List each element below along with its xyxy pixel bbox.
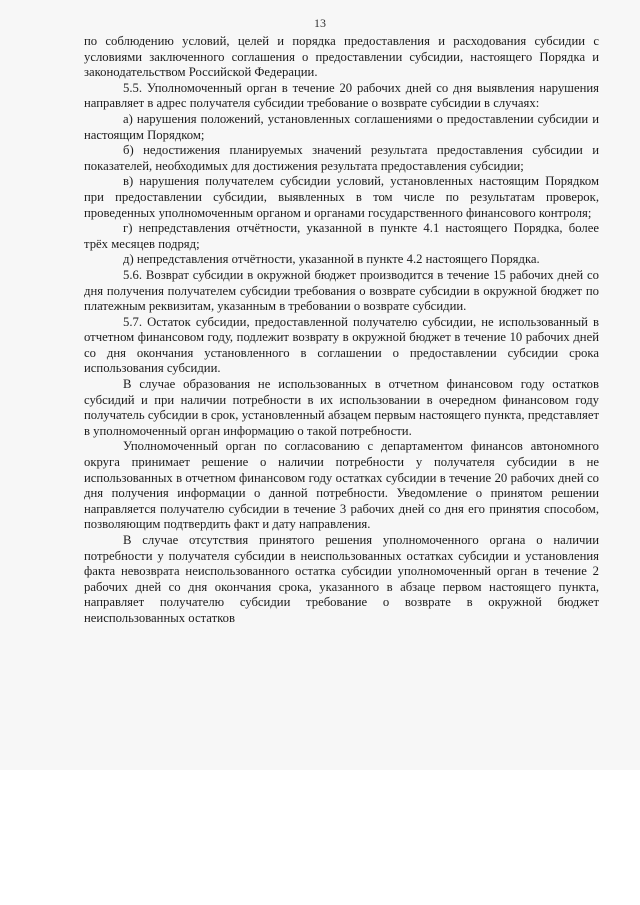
paragraph-continuation: по соблюдению условий, целей и порядка предоставления и расходования субсидии с условиями заключенного соглашения о предоставлении субсидии, настоящего Порядка и законодательством Российской Федерации. bbox=[84, 34, 599, 80]
paragraph-unused-balance: В случае образования не использованных в отчетном финансовом году остатков субсидий и при наличии потребности в их использовании в очередном финансовом году получатель субсидии в срок, установленный абзацем первым настоящего пункта, представляет в уполномоченный орган информацию о такой потребности. bbox=[84, 377, 599, 438]
list-item-g: г) непредставления отчётности, указанной в пункте 4.1 настоящего Порядка, более трёх месяцев подряд; bbox=[84, 221, 599, 251]
paragraph-5-5: 5.5. Уполномоченный орган в течение 20 рабочих дней со дня выявления нарушения направляет в адрес получателя субсидии требование о возврате субсидии в случаях: bbox=[84, 80, 599, 111]
list-item-d: д) непредставления отчётности, указанной в пункте 4.2 настоящего Порядка. bbox=[123, 252, 540, 267]
blank-margin bbox=[0, 770, 640, 905]
document-body bbox=[84, 34, 599, 627]
list-item-b: б) недостижения планируемых значений результата предоставления субсидии и показателей, необходимых для достижения результата предоставления субсидии; bbox=[84, 143, 599, 173]
paragraph-5-7: 5.7. Остаток субсидии, предоставленной получателю субсидии, не использованный в отчетном финансовом году, подлежит возврату в окружной бюджет в течение 10 рабочих дней со дня окончания установленного в соглашении о предоставлении субсидии срока использования субсидии. bbox=[84, 314, 599, 376]
list-item-v: в) нарушения получателем субсидии условий, установленных настоящим Порядком при предоставлении субсидии, выявленных в том числе по результатам проверок, проведенных уполномоченным органом и органами государственного финансового контроля; bbox=[84, 174, 599, 220]
list-item-a: а) нарушения положений, установленных соглашениями о предоставлении субсидии и настоящим Порядком; bbox=[84, 111, 599, 142]
paragraph-authority-decision: Уполномоченный орган по согласованию с департаментом финансов автономного округа принимает решение о наличии потребности у получателя субсидии в не использованных в отчетном финансовом году остатках субсидии в течение 20 рабочих дней со дня получения информации о данной потребности. Уведомление о принятом решении направляется получателю субсидии в течение 3 рабочих дней со дня его принятия способом, позволяющим подтвердить факт и дату направления. bbox=[84, 439, 599, 532]
page-number: 13 bbox=[314, 16, 326, 30]
paragraph-no-decision: В случае отсутствия принятого решения уполномоченного органа о наличии потребности у получателя субсидии в неиспользованных остатках субсидии и установления факта невозврата неиспользованного остатка субсидии уполномоченный орган в течение 2 рабочих дней со дня окончания срока, указанного в абзаце первом настоящего пункта, направляет получателю субсидии требование о возврате в окружной бюджет неиспользованных остатков bbox=[84, 533, 599, 625]
paragraph-5-6: 5.6. Возврат субсидии в окружной бюджет производится в течение 15 рабочих дней со дня получения получателем субсидии требования о возврате субсидии в окружной бюджет по платежным реквизитам, указанным в требовании о возврате субсидии. bbox=[84, 267, 599, 314]
